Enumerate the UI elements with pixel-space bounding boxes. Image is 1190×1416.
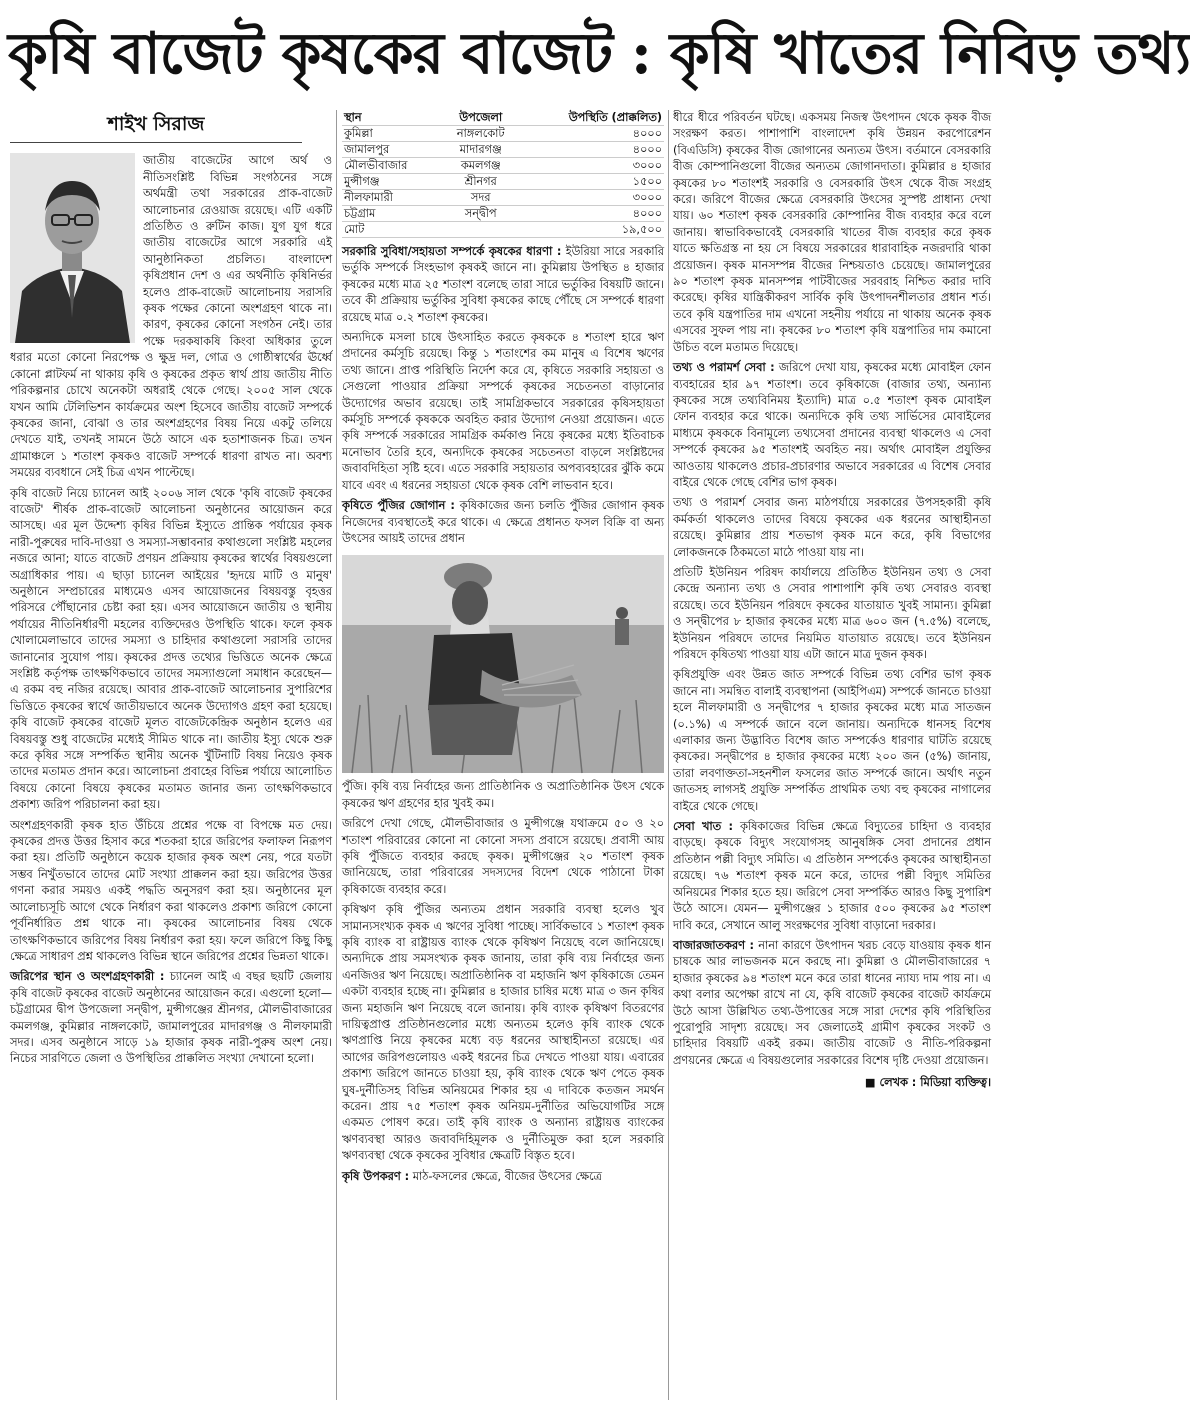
- column-1: [10, 110, 332, 1406]
- paragraph: জরিপে দেখা গেছে, মৌলভীবাজার ও মুন্সীগঞ্জে যথাক্রমে ৫০ ও ২০ শতাংশ পরিবারের কোনো না কোনো সদস্য প্রবাসে রয়েছে। প্রবাসী আয় কৃষি পুঁজিতে ব্যবহার করছে কৃষক। মুন্সীগঞ্জের ২০ শতাংশ কৃষক জানিয়েছে, তারা পরিবারের সদস্যদের বিদেশ থেকে পাঠানো টাকা কৃষিকাজে ব্যবহার করে।: [342, 817, 664, 896]
- table-cell: সদর: [442, 190, 519, 206]
- paragraph-text: নানা কারণে উৎপাদন খরচ বেড়ে যাওয়ায় কৃষক ধান চাষকে আর লাভজনক মনে করছে না। কুমিল্লা ও মৌলভীবাজারের ৭ হাজার কৃষকের ৯৪ শতাংশ মনে করে তারা ধানের ন্যায্য দাম পায় না। এ কথা বলার অপেক্ষা রাখে না যে, কৃষি বাজেট কৃষকের বাজেট কার্যক্রমে উঠে আসা উল্লিখিত তথ্য-উপাত্তের সঙ্গে সারা দেশের কৃষি পরিস্থিতির পুরোপুরি সাদৃশ্য রয়েছে। সব জেলাতেই গ্রামীণ কৃষকের সংকট ও চাহিদার বিষয়টি একই রকম। জাতীয় বাজেট ও নীতি-পরিকল্পনা প্রণয়নের ক্ষেত্রে এ বিষয়গুলোর সরকারের বিশেষ দৃষ্টি দেওয়া প্রয়োজন।: [673, 938, 992, 1067]
- table-row: [342, 190, 664, 206]
- paragraph: প্রতিটি ইউনিয়ন পরিষদ কার্যালয়ে প্রতিষ্ঠিত ইউনিয়ন তথ্য ও সেবা কেন্দ্রে অন্যান্য তথ্য ও সেবার পাশাপাশি কৃষি তথ্য সেবারও ব্যবস্থা রয়েছে। তবে ইউনিয়ন পরিষদে কৃষকের যাতায়াত খুবই সামান্য। কুমিল্লা ও সন্দ্বীপের ৮ হাজার কৃষকের মধ্যে মাত্র ৬০০ জন (৭.৫%) বলেছে, ইউনিয়ন পরিষদে তাদের নিয়মিত যাতায়াত রয়েছে। তবে ইউনিয়ন পরিষদে কৃষিতথ্য পাওয়া যায় এটা জানে মাত্র দুজন কৃষক।: [673, 565, 991, 661]
- farmer-photo: [342, 555, 664, 773]
- author-photo: [10, 153, 135, 343]
- table-cell: ১৯,৫০০: [519, 222, 664, 238]
- table-cell: জামালপুর: [342, 142, 442, 158]
- table-cell: চট্টগ্রাম: [342, 206, 442, 222]
- column-2: [342, 110, 664, 1406]
- section-heading: সেবা খাত :: [673, 820, 734, 834]
- table-total-row: [342, 222, 664, 238]
- table-header-row: [342, 110, 664, 126]
- headline: কৃষি বাজেট কৃষকের বাজেট : কৃষি খাতের নিবিড় তথ্য: [8, 20, 1190, 87]
- table-cell: সন্দ্বীপ: [442, 206, 519, 222]
- byline: শাইখ সিরাজ: [10, 110, 302, 143]
- paragraph: কৃষিপ্রযুক্তি এবং উন্নত জাত সম্পর্কে বিভিন্ন তথ্য বেশির ভাগ কৃষক জানে না। সমন্বিত বালাই ব্যবস্থাপনা (আইপিএম) সম্পর্কে জানতে চাওয়া হলে নীলফামারী ও সন্দ্বীপের ৭ হাজার কৃষকের মধ্যে মাত্র সাতজন (০.১%) এ সম্পর্কে জানে বলে জানায়। অন্যদিকে ধানসহ বিশেষ এলাকার জন্য উদ্ভাবিত বিশেষ জাত সম্পর্কেও ধারণার ঘাটতি রয়েছে কৃষকের। সন্দ্বীপের ৪ হাজার কৃষকের মধ্যে ২০০ জন (৫%) জানায়, তারা লবণাক্ততা-সহনশীল ফসলের জাত সম্পর্কে জানে। অর্থাৎ নতুন জাতসহ লাগসই প্রযুক্তি সম্পর্কিত প্রাথমিক তথ্য বহু কৃষকের নাগালের বাইরে থেকে গেছে।: [673, 668, 991, 813]
- table-cell: কমলগঞ্জ: [442, 158, 519, 174]
- paragraph: কৃষি বাজেট নিয়ে চ্যানেল আই ২০০৬ সাল থেকে 'কৃষি বাজেট কৃষকের বাজেট' শীর্ষক প্রাক-বাজেট আলোচনা অনুষ্ঠানের আয়োজন করে আসছে। এর মূল উদ্দেশ্য কৃষির বিভিন্ন ইস্যুতে প্রান্তিক পর্যায়ের কৃষক নারী-পুরুষের দাবি-দাওয়া ও সমস্যা-সম্ভাবনার কথাগুলো সংশ্লিষ্ট মহলের নজরে আনা; যাতে বাজেট প্রণয়ন প্রক্রিয়ায় কৃষকের স্বার্থের বিষয়গুলো অগ্রাধিকার পায়। এ ছাড়া চ্যানেল আইয়ের 'হৃদয়ে মাটি ও মানুষ' অনুষ্ঠানে সম্প্রচারের মাধ্যমেও এসব আয়োজনের বিষয়বস্তু বৃহত্তর পরিসরে পৌঁছানোর চেষ্টা করা হয়। এসব আয়োজনে জাতীয় ও স্থানীয় পর্যায়ের নীতিনির্ধারণী মহলের ব্যক্তিদেরও উপস্থিতি থাকে। ফলে কৃষক খোলামেলাভাবে তাদের সমস্যা ও চাহিদার কথাগুলো সরাসরি তাদের জানানোর সুযোগ পায়। কৃষকের প্রদত্ত তথ্যের ভিত্তিতে অনেক ক্ষেত্রে সংশ্লিষ্ট কর্তৃপক্ষ তাৎক্ষণিকভাবে তাদের সমস্যাগুলো সমাধান করেছেন— এ রকম বহু নজির রয়েছে। আবার প্রাক-বাজেট আলোচনার সুপারিশের ভিত্তিতে কৃষকের স্বার্থে জাতীয়ভাবে অনেক উদ্যোগও গ্রহণ করা হয়েছে। কৃষি বাজেট কৃষকের বাজেট মূলত বাজেটকেন্দ্রিক অনুষ্ঠান হলেও এর বিষয়বস্তু শুধু বাজেটের মধ্যেই সীমিত থাকে না। জাতীয় ইস্যু থেকে শুরু করে কৃষির সঙ্গে সম্পর্কিত স্থানীয় অনেক খুঁটিনাটি বিষয় নিয়েও কৃষক তাদের মতামত প্রদান করে। আলোচনা প্রবাহের বিভিন্ন পর্যায়ে আলোচিত বিষয়ে কোনো বিষয়ে কৃষকের মতামত জানার জন্য তাৎক্ষণিকভাবে প্রকাশ্য জরিপ পরিচালনা করা হয়।: [10, 486, 332, 812]
- table-row: [342, 174, 664, 190]
- paragraph: [673, 360, 991, 491]
- table-cell: নীলফামারী: [342, 190, 442, 206]
- table-header: উপজেলা: [442, 110, 519, 126]
- table-cell: শ্রীনগর: [442, 174, 519, 190]
- paragraph: ধীরে ধীরে পরিবর্তন ঘটছে। একসময় নিজস্ব উৎপাদন থেকে কৃষক বীজ সংরক্ষণ করত। পাশাপাশি বাংলাদেশ কৃষি উন্নয়ন করপোরেশন (বিএডিসি) কৃষকের বীজ জোগানের অন্যতম উৎস। বর্তমানে বেসরকারি বীজ কোম্পানিগুলো বীজের অন্যতম জোগানদাতা। কুমিল্লার ৪ হাজার কৃষকের ৮০ শতাংশই সরকারি ও বেসরকারি উৎস থেকে বীজ সংগ্রহ করে। জরিপে বীজের ক্ষেত্রে বেসরকারি উৎসের সুস্পষ্ট প্রাধান্য দেখা যায়। ৬০ শতাংশ কৃষক বেসরকারি কোম্পানির বীজ ব্যবহার করে বলে জানায়। স্বাভাবিকভাবেই বেসরকারি খাতের বীজ ব্যবহার করে কৃষক যাতে ক্ষতিগ্রস্ত না হয় সে বিষয়ে সরকারের ধারাবাহিক নজরদারি থাকা প্রয়োজন। কৃষক মানসম্পন্ন বীজের নিশ্চয়তাও চেয়েছে। জামালপুরের ৯০ শতাংশ কৃষক মানসম্পন্ন পাটবীজের সরবরাহ নিশ্চিত করার দাবি করেছে। কৃষির যান্ত্রিকীকরণ সার্বিক কৃষি উৎপাদনশীলতার প্রধান শর্ত। তবে কৃষি যন্ত্রপাতির দাম এখনো সহনীয় পর্যায়ে না থাকায় অনেক কৃষক এসবের সুফল পায় না। কৃষকের ৮০ শতাংশ কৃষি যন্ত্রপাতির দাম কমানো উচিত বলে মতামত দিয়েছে।: [673, 111, 991, 354]
- column-3: [673, 110, 991, 1406]
- table-header: উপস্থিতি (প্রাক্কলিত): [519, 110, 664, 126]
- paragraph-text: কৃষিকাজের জন্য চলতি পুঁজির জোগান কৃষক নিজেদের ব্যবস্থাতেই করে থাকে। এ ক্ষেত্রে প্রধানত ফসল বিক্রি বা অন্য উৎসের আয়ই তাদের প্রধান: [342, 499, 664, 545]
- table-row: [342, 158, 664, 174]
- table-cell: ৪০০০: [519, 206, 664, 222]
- paragraph-text: ইউরিয়া সারে সরকারি ভর্তুকি সম্পর্কে সিংহভাগ কৃষকই জানে না। কুমিল্লায় উপস্থিত ৪ হাজার কৃষকের মধ্যে মাত্র ২৫ শতাংশ বলেছে তারা সারে ভর্তুকির বিষয়টি জানে। তবে কী প্রক্রিয়ায় ভর্তুকির সুবিধা কৃষকের কাছে পৌঁছে সে সম্পর্কে ধারণা রয়েছে মাত্র ০.২ শতাংশ কৃষকের।: [342, 245, 664, 324]
- table-cell: ৪০০০: [519, 142, 664, 158]
- table-cell: ৩০০০: [519, 190, 664, 206]
- paragraph-text: জরিপে দেখা যায়, কৃষকের মধ্যে মোবাইল ফোন ব্যবহারের হার ৯৭ শতাংশ। তবে কৃষিকাজে (বাজার তথ্য, অন্যান্য কৃষকের সঙ্গে তথ্যবিনিময় ইত্যাদি) মাত্র ০.৫ শতাংশ কৃষক মোবাইল ফোন ব্যবহার করে থাকে। অন্যদিকে কৃষি তথ্য সার্ভিসের মোবাইলের মাধ্যমে কৃষককে বিনামূল্যে তথ্যসেবা প্রদানের ব্যবস্থা থাকলেও এ সেবা সম্পর্কে কৃষকের ৯৫ শতাংশই অবহিত নয়। অর্থাৎ মোবাইল প্রযুক্তির আওতায় থাকলেও প্রচার-প্রচারণার অভাবে সরকারের এ বিশেষ সেবার বাইরে থেকে গেছে বেশির ভাগ কৃষক।: [673, 361, 991, 489]
- paragraph: [342, 1169, 664, 1185]
- paragraph: কৃষিঋণ কৃষি পুঁজির অন্যতম প্রধান সরকারি ব্যবস্থা হলেও খুব সামান্যসংখ্যক কৃষক এ ঋণের সুবিধা পাচ্ছে। সার্বিকভাবে ১ শতাংশ কৃষক কৃষি ব্যাংক বা রাষ্ট্রায়ত্ত ব্যাংক থেকে কৃষিঋণ নিয়েছে বলে জানিয়েছে। অন্যদিকে প্রায় সমসংখ্যক কৃষক জানায়, তারা কৃষি ব্যয় নির্বাহের জন্য এনজিওর ঋণ নিয়েছে। অপ্রাতিষ্ঠানিক বা মহাজনি ঋণ কৃষিকাজে তেমন একটা ব্যবহার হচ্ছে না। কুমিল্লার ৪ হাজার চাষির মধ্যে মাত্র ৩ জন কৃষির জন্য মহাজনি ঋণ নিয়েছে বলে জানায়। কৃষি ব্যাংক কৃষিঋণ বিতরণের দায়িত্বপ্রাপ্ত প্রতিষ্ঠানগুলোর মধ্যে অন্যতম হলেও কৃষি ব্যাংক থেকে ঋণপ্রাপ্তি নিয়ে কৃষকের মধ্যে বড় ধরনের আস্থাহীনতা রয়েছে। এর আগের জরিপগুলোয়ও একই ধরনের চিত্র দেখতে পাওয়া যায়। এবারের প্রকাশ্য জরিপে জানতে চাওয়া হয়, কৃষি ব্যাংক থেকে ঋণ পেতে কৃষক ঘুষ-দুর্নীতিসহ বিভিন্ন অনিয়মের শিকার হয় এ দাবিকে কতজন সমর্থন করেন। প্রায় ৭৫ শতাংশ কৃষক অনিয়ম-দুর্নীতির অভিযোগটির সঙ্গে একমত পোষণ করে। তাই কৃষি ব্যাংক ও অন্যান্য রাষ্ট্রায়ত্ত ব্যাংকের ঋণব্যবস্থা আরও জবাবদিহিমূলক ও দুর্নীতিমুক্ত করা হলে সরকারি ঋণব্যবস্থা থেকে কৃষকের সুবিধার ক্ষেত্রটি বিস্তৃত হবে।: [342, 903, 664, 1163]
- attendance-table: [342, 110, 664, 238]
- table-row: [342, 126, 664, 142]
- section-heading: তথ্য ও পরামর্শ সেবা :: [673, 361, 775, 375]
- table-cell: নাঙ্গলকোট: [442, 126, 519, 142]
- section-heading: সরকারি সুবিধা/সহায়তা সম্পর্কে কৃষকের ধারণা :: [342, 245, 562, 258]
- table-cell: মাদারগঞ্জ: [442, 142, 519, 158]
- table-cell: কুমিল্লা: [342, 126, 442, 142]
- paragraph-text: কৃষিকাজের বিভিন্ন ক্ষেত্রে বিদ্যুতের চাহিদা ও ব্যবহার বাড়ছে। কৃষকে বিদ্যুৎ সংযোগসহ আনুষঙ্গিক সেবা প্রদানের প্রধান প্রতিষ্ঠান পল্লী বিদ্যুৎ সমিতি। এ প্রতিষ্ঠান সম্পর্কেও কৃষকের আস্থাহীনতা রয়েছে। ৭৬ শতাংশ কৃষক মনে করে, তাদের পল্লী বিদ্যুৎ সমিতির অনিয়মের শিকার হতে হয়। জরিপে সেবা সম্পর্কিত আরও কিছু সুপারিশ উঠে আসে। যেমন— মুন্সীগঞ্জের ১ হাজার ৫০০ কৃষকের ৯৫ শতাংশ দাবি করে, সেখানে আলু সংরক্ষণের সুবিধা বাড়ানো দরকার।: [673, 820, 991, 932]
- paragraph: অংশগ্রহণকারী কৃষক হাত উঁচিয়ে প্রশ্নের পক্ষে বা বিপক্ষে মত দেয়। কৃষকের প্রদত্ত উত্তর হিসাব করে শতকরা হারে জরিপের ফলাফল নিরূপণ করা হয়। প্রতিটি অনুষ্ঠানে কয়েক হাজার কৃষক অংশ নেয়, পরে যতটা সম্ভব নিখুঁতভাবে তাদের মোট সংখ্যা প্রাক্কলন করা হয়। জরিপের উত্তর গণনা করার সময়ও একই পদ্ধতি অনুসরণ করা হয়। অনুষ্ঠানের মূল আলোচ্যসূচি আগে থেকে নির্ধারণ করা থাকলেও প্রকাশ্য জরিপে কোনো পূর্বনির্ধারিত প্রশ্ন থাকে না। কৃষকের আলোচনার বিষয় থেকে তাৎক্ষণিকভাবে জরিপের বিষয় নির্ধারণ করা হয়। ফলে জরিপে কিছু কিছু ক্ষেত্রে সাধারণ প্রশ্ন থাকলেও বিভিন্ন স্থানে জরিপের প্রশ্নের ভিন্নতা থাকে।: [10, 818, 332, 963]
- table-row: [342, 142, 664, 158]
- paragraph: অন্যদিকে মসলা চাষে উৎসাহিত করতে কৃষককে ৪ শতাংশ হারে ঋণ প্রদানের কর্মসূচি রয়েছে। কিন্তু ১ শতাংশের কম মানুষ এ বিশেষ ঋণের তথ্য জানে। প্রাপ্ত পরিস্থিতি নির্দেশ করে যে, কৃষিতে সরকারি সহায়তা ও সেগুলো পাওয়ার প্রক্রিয়া সম্পর্কে কৃষকের সচেতনতা বাড়ানোর উদ্যোগের অভাব রয়েছে। তাই সামগ্রিকভাবে সরকারের কৃষিসহায়তা কর্মসূচি সম্পর্কে কৃষককে অবহিত করার উদ্যোগ নেওয়া প্রয়োজন। এতে কৃষি সম্পর্কে সরকারের সামগ্রিক কর্মকাণ্ড নিয়ে কৃষকের মধ্যে ইতিবাচক মনোভাব তৈরি হবে, অন্যদিকে কৃষকের সচেতনতা বাড়লে সংশ্লিষ্টদের জবাবদিহিতা সৃষ্টি হবে। এতে সরকারি সহায়তার অপব্যবহারের ঝুঁকি কমে যাবে এবং এ ধরনের সহায়তা থেকে কৃষক বেশি লাভবান হবে।: [342, 331, 664, 492]
- paragraph-text: চ্যানেল আই এ বছর ছয়টি জেলায় কৃষি বাজেট কৃষকের বাজেট অনুষ্ঠানের আয়োজন করে। এগুলো হলো— চট্টগ্রামের দ্বীপ উপজেলা সন্দ্বীপ, মুন্সীগঞ্জের শ্রীনগর, মৌলভীবাজারের কমলগঞ্জ, কুমিল্লার নাঙ্গলকোট, জামালপুরের মাদারগঞ্জ ও নীলফামারী সদর। এসব অনুষ্ঠানে সাড়ে ১৯ হাজার কৃষক নারী-পুরুষ অংশ নেয়। নিচের সারণিতে জেলা ও উপস্থিতির প্রাক্কলিত সংখ্যা দেখানো হলো।: [10, 970, 332, 1066]
- paragraph-text: মাঠ-ফসলের ক্ষেত্রে, বীজের উৎসের ক্ষেত্রে: [409, 1169, 602, 1183]
- table-cell: মুন্সীগঞ্জ: [342, 174, 442, 190]
- table-cell: [442, 222, 519, 238]
- section-heading: কৃষি উপকরণ :: [342, 1169, 410, 1183]
- table-cell: ১৫০০: [519, 174, 664, 190]
- paragraph: [342, 244, 664, 326]
- paragraph: [342, 498, 664, 547]
- paragraph: [673, 938, 991, 1069]
- table-cell: ৩০০০: [519, 158, 664, 174]
- table-cell: মৌলভীবাজার: [342, 158, 442, 174]
- author-note: ■ লেখক : মিডিয়া ব্যক্তিত্ব।: [864, 1076, 991, 1090]
- table-cell: ৪০০০: [519, 126, 664, 142]
- column-divider: [668, 110, 669, 1400]
- paragraph: জাতীয় বাজেটের আগে অর্থ ও নীতিসংশ্লিষ্ট বিভিন্ন সংগঠনের সঙ্গে অর্থমন্ত্রী তথা সরকারের প্রাক-বাজেট আলোচনার রেওয়াজ রয়েছে। এটি একটি প্রতিষ্ঠিত ও রুটিন কাজ। যুগ যুগ ধরে জাতীয় বাজেটের আগে সরকারি এই আনুষ্ঠানিকতা প্রচলিত। বাংলাদেশ কৃষিপ্রধান দেশ ও এর অর্থনীতি কৃষিনির্ভর হলেও প্রাক-বাজেট আলোচনায় সরাসরি কৃষক পক্ষের কোনো অংশগ্রহণ থাকে না। কারণ, কৃষকের কোনো সংগঠন নেই। তার পক্ষে দরকষাকষি কিংবা অধিকার তুলে ধরার মতো কোনো নিরপেক্ষ ও ক্ষুদ্র দল, গোত্র ও গোষ্ঠীস্বার্থের ঊর্ধ্বে কোনো প্লাটফর্ম না থাকায় কৃষি ও কৃষকের প্রকৃত স্বার্থ প্রায় জাতীয় নীতি পরিকল্পনার চোখে অনেকটা অধরাই থেকে গেছে। ২০০৫ সাল থেকে যখন আমি টেলিভিশন কার্যক্রমের অংশ হিসেবে জাতীয় বাজেট সম্পর্কে কৃষকের জানা, বোঝা ও তার অংশগ্রহণের বিষয় নিয়ে একটু তলিয়ে দেখতে যাই, তখনই সামনে উঠে আসে এক হতাশাজনক চিত্র। তখন গ্রামাঞ্চলে ১ শতাংশ কৃষকও বাজেট সম্পর্কে ধারণা রাখত না। অবশ্য সময়ের ব্যবধানে সেই চিত্র এখন পাল্টেছে।: [10, 154, 332, 480]
- table-header: স্থান: [342, 110, 442, 126]
- section-heading: জরিপের স্থান ও অংশগ্রহণকারী :: [10, 970, 165, 984]
- paragraph: তথ্য ও পরামর্শ সেবার জন্য মাঠপর্যায়ে সরকারের উপসহকারী কৃষি কর্মকর্তা থাকলেও তাদের বিষয়ে কৃষকের এক ধরনের আস্থাহীনতা রয়েছে। কুমিল্লার প্রায় শতভাগ কৃষক মনে করে, কৃষি বিভাগের লোকজনকে ঠিকমতো মাঠে পাওয়া যায় না।: [673, 496, 991, 559]
- paragraph: [10, 969, 332, 1067]
- column-divider: [336, 110, 337, 1400]
- section-heading: বাজারজাতকরণ :: [673, 938, 755, 952]
- table-cell: মোট: [342, 222, 442, 238]
- section-heading: কৃষিতে পুঁজির জোগান :: [342, 499, 455, 513]
- table-row: [342, 206, 664, 222]
- paragraph: পুঁজি। কৃষি ব্যয় নির্বাহের জন্য প্রাতিষ্ঠানিক ও অপ্রাতিষ্ঠানিক উৎস থেকে কৃষকের ঋণ গ্রহণের হার খুবই কম।: [342, 780, 664, 810]
- paragraph: [673, 819, 991, 934]
